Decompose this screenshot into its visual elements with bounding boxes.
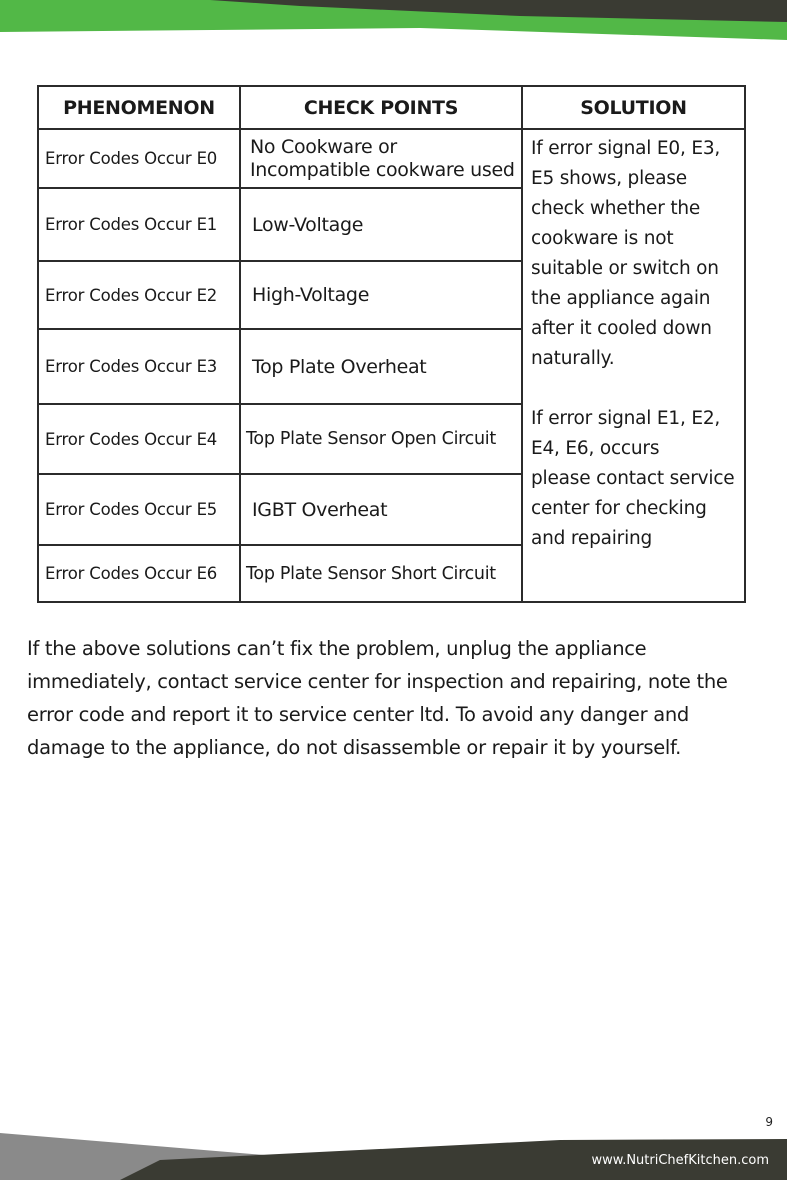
solution-line: If error signal E1, E2, <box>531 408 721 429</box>
phenomenon-cell: Error Codes Occur E5 <box>38 474 240 545</box>
website-url: www.NutriChefKitchen.com <box>591 1153 769 1168</box>
solution-line: suitable or switch on <box>531 258 719 279</box>
header-phenomenon: PHENOMENON <box>38 86 240 129</box>
check-point-cell: IGBT Overheat <box>240 474 522 545</box>
solution-line: and repairing <box>531 528 653 549</box>
header-solution: SOLUTION <box>522 86 745 129</box>
check-point-cell: Top Plate Sensor Open Circuit <box>240 404 522 474</box>
check-point-cell: Top Plate Sensor Short Circuit <box>240 545 522 602</box>
check-point-cell <box>240 129 522 188</box>
table-header-row <box>38 86 745 129</box>
solution-spacer <box>531 374 738 404</box>
solution-line: naturally. <box>531 348 615 369</box>
check-point-cell: Top Plate Overheat <box>240 329 522 404</box>
solution-line: If error signal E0, E3, <box>531 138 721 159</box>
header-check-points: CHECK POINTS <box>240 86 522 129</box>
table-row <box>38 129 745 188</box>
error-code-table <box>37 85 746 603</box>
phenomenon-cell: Error Codes Occur E6 <box>38 545 240 602</box>
solution-cell <box>522 129 745 602</box>
solution-line: center for checking <box>531 498 707 519</box>
check-point-cell: Low-Voltage <box>240 188 522 261</box>
solution-line: cookware is not <box>531 228 674 249</box>
check-point-line: No Cookware or <box>250 135 397 158</box>
solution-line: please contact service <box>531 468 735 489</box>
solution-line: check whether the <box>531 198 701 219</box>
phenomenon-cell: Error Codes Occur E4 <box>38 404 240 474</box>
check-point-cell: High-Voltage <box>240 261 522 329</box>
phenomenon-cell: Error Codes Occur E3 <box>38 329 240 404</box>
solution-line: E4, E6, occurs <box>531 438 660 459</box>
check-point-line: Incompatible cookware used <box>250 158 515 181</box>
page-number: 9 <box>765 1115 773 1129</box>
solution-line: after it cooled down <box>531 318 712 339</box>
troubleshooting-note: If the above solutions can’t fix the problem, unplug the appliance immediately, contact service center for inspection and repairing, note the error code and report it to service center ltd. To avoid any danger and damage to the appliance, do not disassemble or repair it by yourself. <box>27 637 728 759</box>
phenomenon-cell: Error Codes Occur E1 <box>38 188 240 261</box>
solution-line: E5 shows, please <box>531 168 687 189</box>
phenomenon-cell: Error Codes Occur E2 <box>38 261 240 329</box>
solution-line: the appliance again <box>531 288 711 309</box>
phenomenon-cell: Error Codes Occur E0 <box>38 129 240 188</box>
